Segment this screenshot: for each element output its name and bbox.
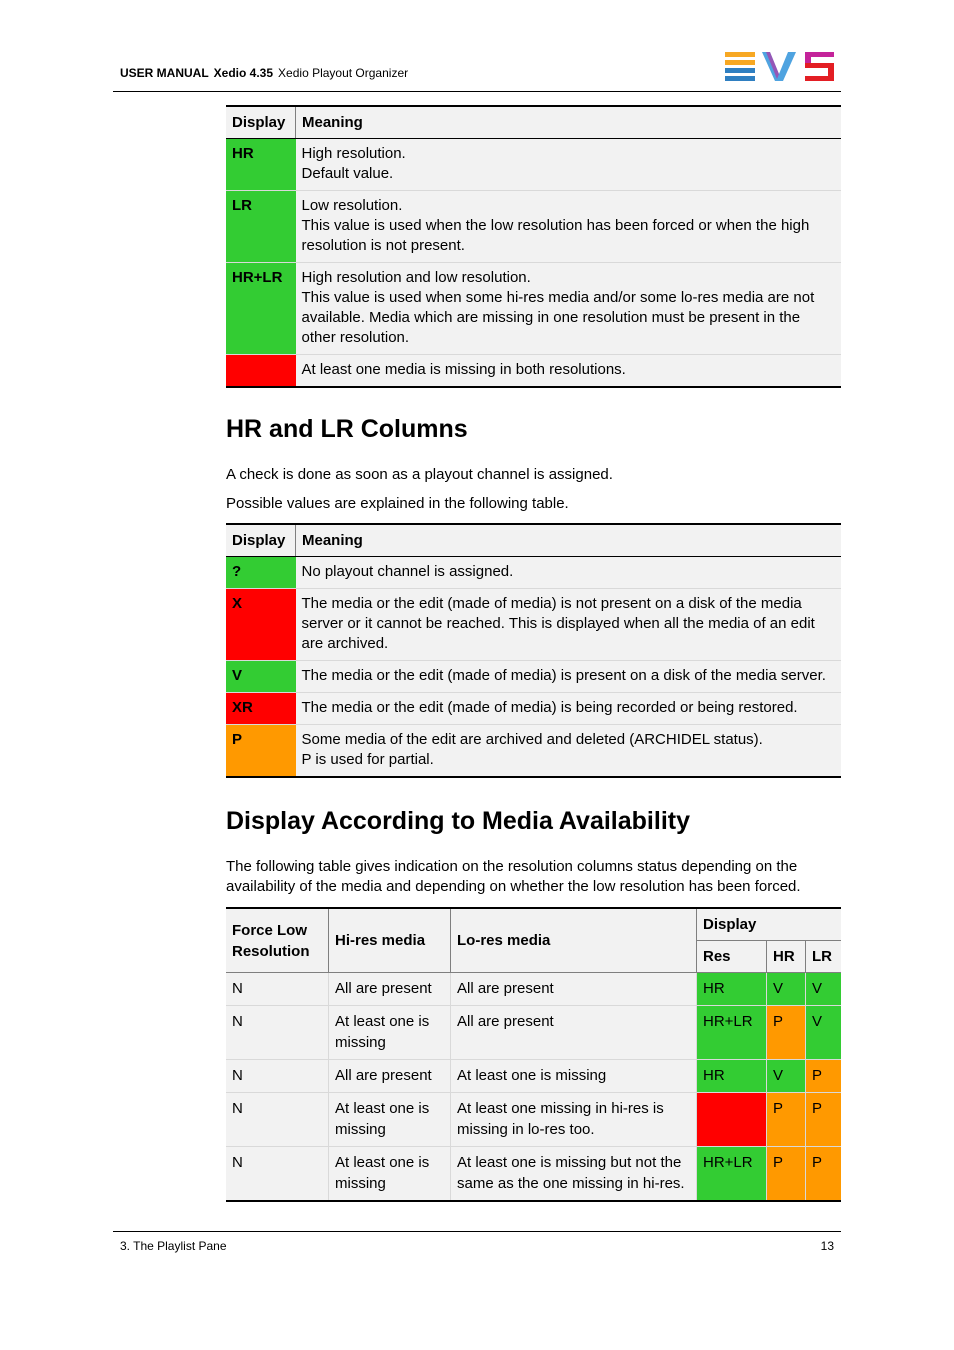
hires-cell: At least one is missing <box>329 1093 451 1147</box>
display-code-cell: LR <box>226 191 296 263</box>
meaning-line: High resolution. <box>301 145 406 162</box>
display-code-cell: P <box>226 725 296 778</box>
column-header-lores: Lo-res media <box>451 908 697 973</box>
meaning-cell <box>296 263 842 355</box>
meaning-line: Low resolution. <box>301 197 403 214</box>
table-row <box>226 661 841 693</box>
lores-cell: All are present <box>451 973 697 1006</box>
media-availability-table <box>226 907 841 1202</box>
meaning-line: High resolution and low resolution. <box>301 269 531 286</box>
hr-cell: P <box>767 1147 806 1202</box>
column-header-res: Res <box>697 941 767 973</box>
evs-logo-icon <box>725 52 835 82</box>
lr-cell: P <box>806 1060 842 1093</box>
paragraph: Possible values are explained in the following table. <box>226 495 569 512</box>
header-subtitle: Xedio Playout Organizer <box>278 66 409 80</box>
meaning-line: No playout channel is assigned. <box>301 563 514 580</box>
res-cell: HR+LR <box>697 1006 767 1060</box>
table-row <box>226 693 841 725</box>
column-header-display: Display <box>697 908 842 941</box>
section-title-hr-lr: HR and LR Columns <box>226 415 468 443</box>
table-row <box>226 1060 841 1093</box>
resolution-display-table <box>226 105 841 388</box>
page-number: 13 <box>820 1239 834 1253</box>
meaning-line: The media or the edit (made of media) is being recorded or being restored. <box>301 699 798 716</box>
lr-cell: V <box>806 1006 842 1060</box>
meaning-line: At least one media is missing in both resolutions. <box>301 361 626 378</box>
display-code-cell: HR+LR <box>226 263 296 355</box>
column-header-force-low: Force Low Resolution <box>226 908 329 973</box>
meaning-line: This value is used when some hi-res media and/or some lo-res media are not available. Media which are missing in one resolution must be present in the other resolution. <box>301 289 815 346</box>
force-cell: N <box>226 1093 329 1147</box>
header-text <box>120 66 408 80</box>
lr-cell: P <box>806 1147 842 1202</box>
lr-cell: V <box>806 973 842 1006</box>
force-cell: N <box>226 1060 329 1093</box>
meaning-cell <box>296 693 842 725</box>
force-cell: N <box>226 1147 329 1202</box>
meaning-line: This value is used when the low resolution has been forced or when the high resolution is not present. <box>301 217 810 254</box>
meaning-cell <box>296 191 842 263</box>
lores-cell: All are present <box>451 1006 697 1060</box>
column-header-hr: HR <box>767 941 806 973</box>
hires-cell: At least one is missing <box>329 1006 451 1060</box>
lores-cell: At least one missing in hi-res is missing in lo-res too. <box>451 1093 697 1147</box>
lr-cell: P <box>806 1093 842 1147</box>
table-row <box>226 1147 841 1202</box>
resolution-table-container <box>226 105 841 388</box>
meaning-cell <box>296 557 842 589</box>
force-cell: N <box>226 1006 329 1060</box>
meaning-line: P is used for partial. <box>301 751 434 768</box>
meaning-cell <box>296 589 842 661</box>
column-header-hires: Hi-res media <box>329 908 451 973</box>
hires-cell: All are present <box>329 973 451 1006</box>
table-row <box>226 191 841 263</box>
hr-cell: P <box>767 1006 806 1060</box>
header-manual: USER MANUAL <box>120 66 209 80</box>
meaning-cell <box>296 661 842 693</box>
column-header-display: Display <box>226 106 296 139</box>
column-header-meaning: Meaning <box>296 524 842 557</box>
display-code-cell <box>226 355 296 388</box>
display-code-cell: X <box>226 589 296 661</box>
res-cell: HR <box>697 1060 767 1093</box>
table-row <box>226 263 841 355</box>
hires-cell: All are present <box>329 1060 451 1093</box>
meaning-cell <box>296 725 842 778</box>
table-row <box>226 1093 841 1147</box>
section-title-media-availability: Display According to Media Availability <box>226 807 690 835</box>
footer-chapter: 3. The Playlist Pane <box>120 1239 227 1253</box>
hr-cell: P <box>767 1093 806 1147</box>
media-availability-table-container <box>226 907 841 1202</box>
table-row <box>226 973 841 1006</box>
meaning-line: Some media of the edit are archived and deleted (ARCHIDEL status). <box>301 731 763 748</box>
hires-cell: At least one is missing <box>329 1147 451 1202</box>
table-row <box>226 139 841 191</box>
paragraph: A check is done as soon as a playout channel is assigned. <box>226 466 613 483</box>
lores-cell: At least one is missing <box>451 1060 697 1093</box>
hr-lr-table-container <box>226 523 841 778</box>
display-code-cell: ? <box>226 557 296 589</box>
meaning-line: The media or the edit (made of media) is present on a disk of the media server. <box>301 667 826 684</box>
display-code-cell: V <box>226 661 296 693</box>
meaning-line: The media or the edit (made of media) is not present on a disk of the media server or it cannot be reached. This is displayed when all the media of an edit are archived. <box>301 595 815 652</box>
hr-cell: V <box>767 1060 806 1093</box>
header-product: Xedio 4.35 <box>213 66 274 80</box>
column-header-display: Display <box>226 524 296 557</box>
force-cell: N <box>226 973 329 1006</box>
meaning-line: Default value. <box>301 165 394 182</box>
page-footer <box>113 1231 841 1253</box>
table-row <box>226 557 841 589</box>
paragraph: The following table gives indication on the resolution columns status depending on the availability of the media and depending on whether the low resolution has been forced. <box>226 858 801 895</box>
display-code-cell: HR <box>226 139 296 191</box>
res-cell: HR+LR <box>697 1147 767 1202</box>
table-row <box>226 355 841 388</box>
hr-lr-display-table <box>226 523 841 778</box>
display-code-cell: XR <box>226 693 296 725</box>
column-header-meaning: Meaning <box>296 106 842 139</box>
table-row <box>226 1006 841 1060</box>
meaning-cell <box>296 355 842 388</box>
meaning-cell <box>296 139 842 191</box>
res-cell <box>697 1093 767 1147</box>
res-cell: HR <box>697 973 767 1006</box>
table-row <box>226 589 841 661</box>
lores-cell: At least one is missing but not the same as the one missing in hi-res. <box>451 1147 697 1202</box>
column-header-lr: LR <box>806 941 842 973</box>
hr-cell: V <box>767 973 806 1006</box>
table-row <box>226 725 841 778</box>
page-header <box>113 0 841 92</box>
